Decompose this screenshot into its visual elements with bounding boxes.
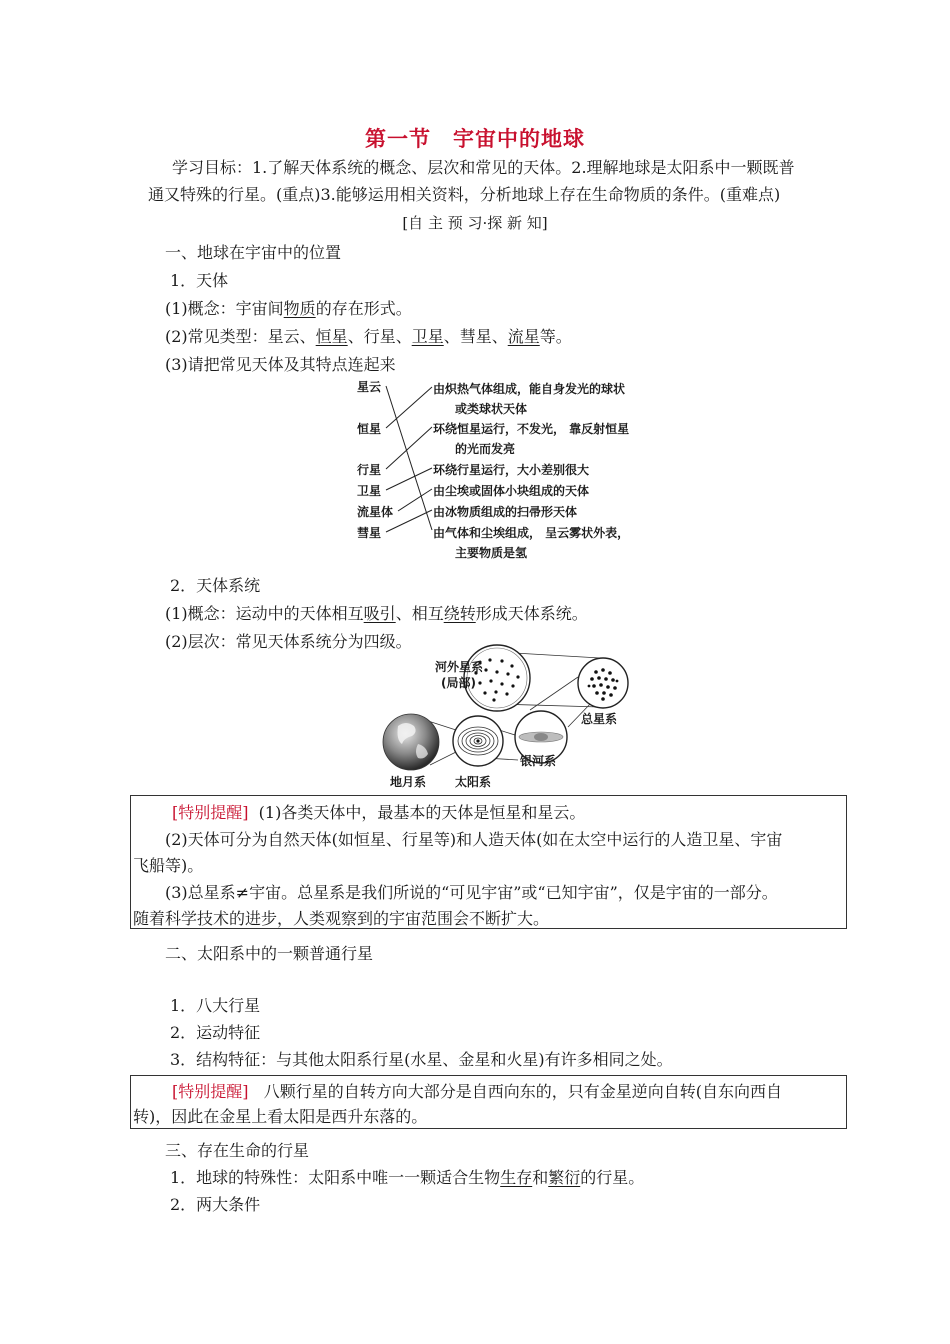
label-universe: 总星系 — [581, 712, 618, 726]
note1-p2b: 飞船等)。 — [133, 856, 204, 875]
match-right-1a: 由炽热气体组成，能自身发光的球状 — [433, 382, 626, 396]
note1-p3b: 随着科学技术的进步，人类观察到的宇宙范围会不断扩大。 — [133, 909, 550, 928]
match-left-planet: 行星 — [357, 463, 382, 477]
match-right-1b: 或类球状天体 — [455, 402, 528, 416]
match-right-5: 由冰物质组成的扫帚形天体 — [433, 505, 578, 519]
match-left-meteoroid: 流星体 — [357, 505, 394, 519]
s3-item1-mid: 和 — [532, 1168, 549, 1187]
learning-goals-line1: 学习目标：1.了解天体系统的概念、层次和常见的天体。2.理解地球是太阳系中一颗既普 — [172, 158, 795, 177]
label-extragalactic: 河外星系 — [435, 660, 484, 674]
concept-pre: (1)概念：宇宙间 — [165, 299, 284, 318]
s3-item1-post: 的行星。 — [580, 1168, 645, 1187]
label-solar: 太阳系 — [455, 775, 492, 789]
s1-sub-systems: 2．天体系统 — [170, 576, 261, 595]
note2-line2: 转)，因此在金星上看太阳是西升东落的。 — [133, 1107, 428, 1126]
note2-text1: 八颗行星的自转方向大部分是自西向东的，只有金星逆向自转(自东向西自 — [263, 1082, 783, 1101]
concept-answer: 物质 — [283, 299, 316, 318]
sys-answer-1: 吸引 — [363, 604, 396, 623]
types-pre: (2)常见类型：星云、 — [165, 327, 316, 346]
sys-concept-pre: (1)概念：运动中的天体相互 — [165, 604, 364, 623]
match-right-4: 由尘埃或固体小块组成的天体 — [433, 484, 590, 498]
s3-item1-pre: 1．地球的特殊性：太阳系中唯一一颗适合生物 — [170, 1168, 501, 1187]
note1-line1 — [172, 800, 585, 823]
s3-item-conditions: 2．两大条件 — [170, 1195, 261, 1214]
s1-sub-celestial-bodies: 1．天体 — [170, 271, 229, 290]
note1-label: [特别提醒] — [172, 803, 249, 822]
types-post: 等。 — [539, 327, 572, 346]
match-right-2b: 的光而发亮 — [455, 442, 516, 456]
sys-answer-2: 绕转 — [443, 604, 476, 623]
match-right-6a: 由气体和尘埃组成， 呈云雾状外表， — [433, 526, 630, 540]
learning-goals-line2: 通又特殊的行星。(重点)3.能够运用相关资料，分析地球上存在生命物质的条件。(重难点) — [148, 185, 781, 204]
label-earth-moon: 地月系 — [390, 775, 427, 789]
s2-item-structure: 3．结构特征：与其他太阳系行星(水星、金星和火星)有许多相同之处。 — [170, 1050, 673, 1069]
match-right-6b: 主要物质是氢 — [455, 546, 528, 560]
concept-post: 的存在形式。 — [315, 299, 412, 318]
earth-globe-icon — [383, 714, 439, 770]
s2-item-motion: 2．运动特征 — [170, 1023, 261, 1042]
match-left-nebula: 星云 — [357, 380, 382, 394]
section2-heading: 二、太阳系中的一颗普通行星 — [165, 944, 374, 963]
s2-item-planets: 1．八大行星 — [170, 996, 261, 1015]
types-answer-3: 流星 — [507, 327, 540, 346]
section3-heading: 三、存在生命的行星 — [165, 1141, 310, 1160]
match-left-star: 恒星 — [357, 422, 382, 436]
sys-mid: 、相互 — [395, 604, 444, 623]
types-answer-2: 卫星 — [411, 327, 444, 346]
s3-answer-1: 生存 — [500, 1168, 533, 1187]
section1-heading: 一、地球在宇宙中的位置 — [165, 243, 342, 262]
note1-p3a: (3)总星系≠宇宙。总星系是我们所说的“可见宇宙”或“已知宇宙”，仅是宇宙的一部分。 — [165, 883, 778, 902]
note2-label: [特别提醒] — [172, 1082, 249, 1101]
s3-answer-2: 繁衍 — [548, 1168, 581, 1187]
label-partial: (局部) — [441, 676, 476, 690]
label-galaxy: 银河系 — [520, 754, 557, 768]
match-left-comet: 彗星 — [357, 526, 382, 540]
match-prompt: (3)请把常见天体及其特点连起来 — [165, 355, 396, 374]
note1-p1: (1)各类天体中，最基本的天体是恒星和星云。 — [258, 803, 586, 822]
sys-post: 形成天体系统。 — [475, 604, 588, 623]
page-title: 第一节 宇宙中的地球 — [365, 127, 585, 151]
types-answer-1: 恒星 — [315, 327, 348, 346]
match-right-2a: 环绕恒星运行，不发光， 靠反射恒星 — [433, 422, 630, 436]
match-right-3: 环绕行星运行，大小差别很大 — [433, 463, 590, 477]
types-sep1: 、行星、 — [347, 327, 412, 346]
section-banner: [自 主 预 习·探 新 知] — [402, 214, 548, 232]
levels-line: (2)层次：常见天体系统分为四级。 — [165, 632, 412, 651]
s3-item-special — [170, 1165, 644, 1188]
types-sep2: 、彗星、 — [443, 327, 508, 346]
match-left-satellite: 卫星 — [357, 484, 382, 498]
note1-p2a: (2)天体可分为自然天体(如恒星、行星等)和人造天体(如在太空中运行的人造卫星、宇宙 — [165, 830, 783, 849]
note2-line1 — [172, 1079, 782, 1102]
